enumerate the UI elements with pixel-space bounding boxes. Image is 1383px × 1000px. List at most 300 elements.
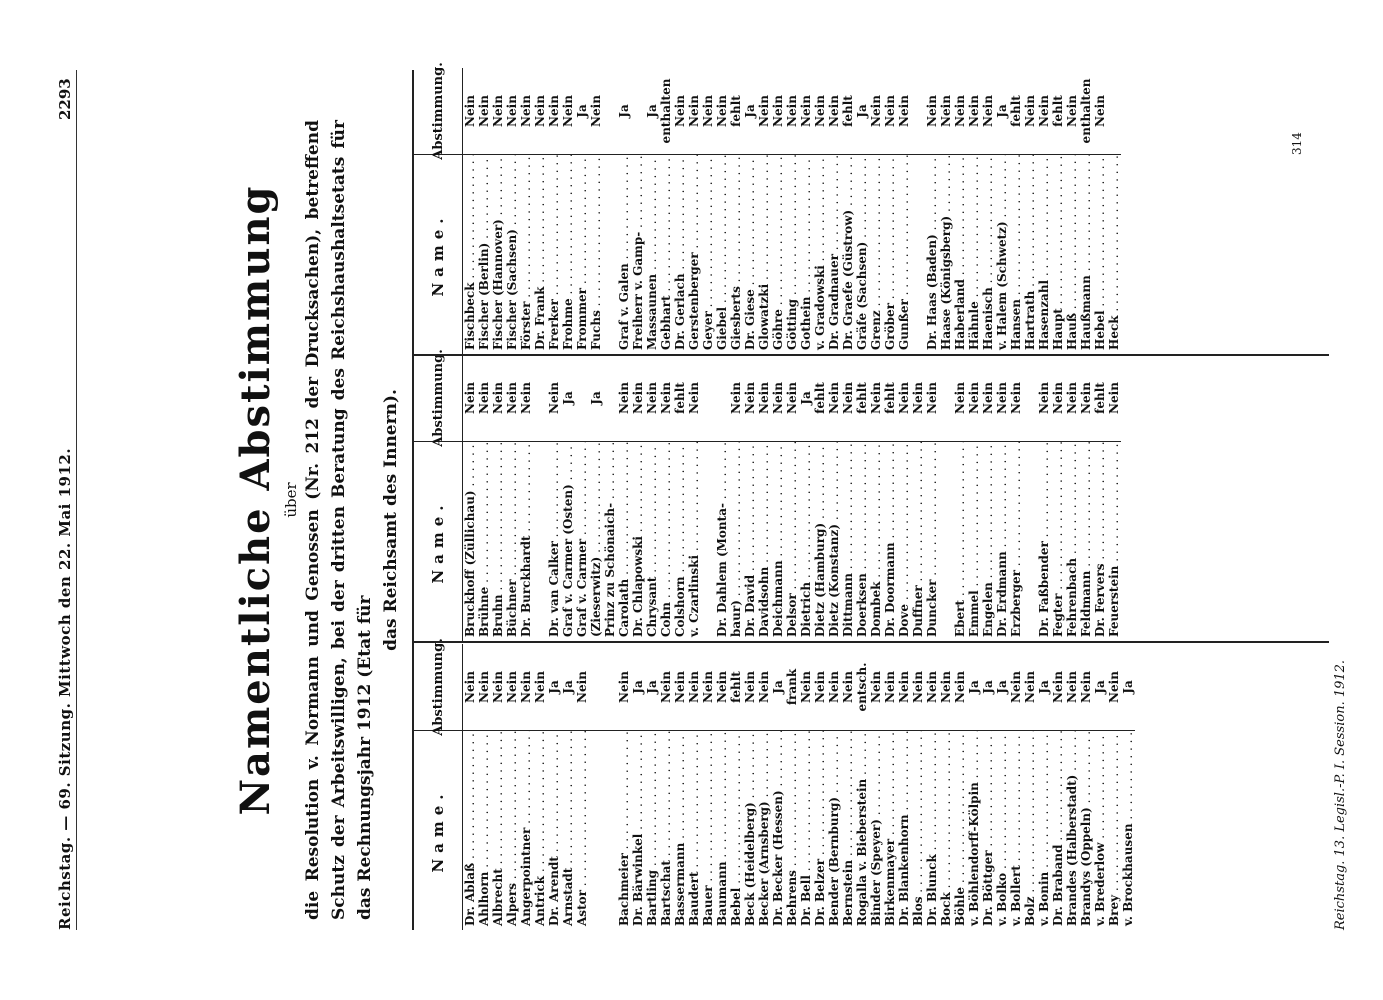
member-name: Hasenzahl . . . (1037, 155, 1051, 354)
column-rows (463, 68, 1121, 354)
table-row (799, 644, 813, 930)
vote-value: Nein (1065, 355, 1079, 442)
vote-value: Nein (925, 644, 939, 731)
vote-value: Nein (771, 355, 785, 442)
vote-value: Nein (771, 68, 785, 155)
vote-value: Ja (981, 644, 995, 731)
table-row (505, 355, 519, 641)
vote-value (939, 355, 953, 442)
vote-value: Nein (757, 355, 771, 442)
member-name: Fischer (Hannover) . . . (491, 155, 505, 354)
member-name: Büchner . . . (505, 442, 519, 641)
table-row (897, 355, 911, 641)
vote-value: Nein (841, 355, 855, 442)
table-row (687, 644, 701, 930)
table-row (925, 644, 939, 930)
name-header: Name. (429, 212, 447, 297)
table-row (673, 355, 687, 641)
document-title: Namentliche Abstimmung (232, 184, 279, 816)
table-row (715, 644, 729, 930)
member-name: Albrecht . . . (491, 731, 505, 930)
vote-value: Nein (463, 68, 477, 155)
member-name: Dr. Haas (Baden) . . . (925, 155, 939, 354)
table-row (729, 355, 743, 641)
member-name: Davidsohn . . . (757, 442, 771, 641)
member-name: Brühne . . . (477, 442, 491, 641)
table-row (1009, 644, 1023, 930)
table-row (561, 68, 575, 354)
member-name: Binder (Speyer) . . . (869, 731, 883, 930)
member-name: v. Bonin . . . (1037, 731, 1051, 930)
table-row (827, 68, 841, 354)
vote-value: Nein (1107, 355, 1121, 442)
vote-value: fehlt (729, 644, 743, 731)
table-row (1037, 355, 1051, 641)
vote-value: Nein (1037, 355, 1051, 442)
table-row (883, 644, 897, 930)
table-row (645, 355, 659, 641)
table-row (1093, 644, 1107, 930)
table-row (855, 355, 869, 641)
running-header: Reichstag. — 69. Sitzung. Mittwoch den 22. Mai 1912. (56, 447, 74, 930)
table-row (813, 644, 827, 930)
member-name (533, 442, 547, 641)
table-row (785, 644, 799, 930)
table-row (561, 355, 575, 641)
vote-value: fehlt (673, 355, 687, 442)
member-name: Bolz . . . (1023, 731, 1037, 930)
vote-value: Ja (617, 68, 631, 155)
vote-value: Ja (589, 355, 603, 442)
vote-value: Ja (547, 644, 561, 731)
member-name: Haupt . . . (1051, 155, 1065, 354)
vote-value: Ja (645, 644, 659, 731)
vote-value: Ja (995, 644, 1009, 731)
table-row (673, 68, 687, 354)
table-row (939, 644, 953, 930)
table-row (897, 68, 911, 354)
table-row (617, 644, 631, 930)
vote-value: Nein (841, 644, 855, 731)
table-row (477, 355, 491, 641)
table-row (463, 644, 477, 930)
vote-value: Ja (645, 68, 659, 155)
vote-value: Nein (1037, 68, 1051, 155)
member-name: Antrick . . . (533, 731, 547, 930)
member-name: Gerstenberger . . . (687, 155, 701, 354)
vote-value: Nein (911, 644, 925, 731)
member-name: Dr. Gradnauer . . . (827, 155, 841, 354)
table-row (603, 68, 617, 354)
table-row (589, 355, 603, 641)
column-rows (463, 644, 1135, 930)
vote-value: Nein (701, 68, 715, 155)
member-name: Fischer (Sachsen) . . . (505, 155, 519, 354)
vote-value: Nein (729, 355, 743, 442)
vote-value: Nein (1065, 644, 1079, 731)
table-row (715, 68, 729, 354)
table-row (995, 355, 1009, 641)
member-name: Haenisch . . . (981, 155, 995, 354)
vote-value: Nein (827, 355, 841, 442)
vote-value: Nein (869, 644, 883, 731)
member-name: Dr. Burckhardt . . . (519, 442, 533, 641)
member-name: Bruhn . . . (491, 442, 505, 641)
member-name: Dietz (Konstanz) . . . (827, 442, 841, 641)
member-name: Heck . . . (1107, 155, 1121, 354)
table-row (1023, 355, 1037, 641)
table-row (519, 355, 533, 641)
member-name: Feldmann . . . (1079, 442, 1093, 641)
vote-table (412, 62, 1329, 930)
vote-value: Ja (967, 644, 981, 731)
vote-value: Nein (883, 644, 897, 731)
member-name: Ebert . . . (953, 442, 967, 641)
vote-value: Nein (519, 644, 533, 731)
vote-value: Nein (897, 644, 911, 731)
table-row (771, 644, 785, 930)
member-name: Frohme . . . (561, 155, 575, 354)
table-row (491, 644, 505, 930)
vote-value: Ja (1093, 644, 1107, 731)
vote-value: fehlt (855, 355, 869, 442)
table-row (869, 68, 883, 354)
table-row (1051, 355, 1065, 641)
vote-value: Nein (911, 355, 925, 442)
member-name: Bruckhoff (Züllichau) . . . (463, 442, 477, 641)
table-row (589, 644, 603, 930)
header-rule (76, 70, 77, 930)
vote-value: Ja (771, 644, 785, 731)
member-name: Brandes (Halberstadt) . . . (1065, 731, 1079, 930)
vote-value: fehlt (813, 355, 827, 442)
member-name: Baumann . . . (715, 731, 729, 930)
vote-value: Nein (617, 644, 631, 731)
vote-value (533, 355, 547, 442)
member-name: v. Czarlinski . . . (687, 442, 701, 641)
member-name: v. Brederlow . . . (1093, 731, 1107, 930)
column-header (414, 638, 463, 930)
member-name: Gebhart . . . (659, 155, 673, 354)
table-row (477, 68, 491, 354)
member-name: Dombek . . . (869, 442, 883, 641)
vote-value: Nein (785, 355, 799, 442)
member-name: Hartrath . . . (1023, 155, 1037, 354)
vote-value: Nein (673, 68, 687, 155)
table-row (491, 355, 505, 641)
member-name: Hähnle . . . (967, 155, 981, 354)
table-row (1009, 68, 1023, 354)
member-name: Graf v. Carmer . . . (575, 442, 589, 641)
table-row (939, 355, 953, 641)
vote-value (589, 644, 603, 731)
vote-value: Nein (659, 355, 673, 442)
vote-value: Nein (799, 68, 813, 155)
vote-value: fehlt (883, 355, 897, 442)
vote-value: Ja (799, 355, 813, 442)
table-row (617, 68, 631, 354)
member-name: Chrysant . . . (645, 442, 659, 641)
table-row (631, 644, 645, 930)
vote-value: Nein (743, 355, 757, 442)
member-name: Gröber . . . (883, 155, 897, 354)
table-row (799, 355, 813, 641)
table-row (911, 68, 925, 354)
member-name: v. Halem (Schwetz) . . . (995, 155, 1009, 354)
intro-last-line: das Reichsamt des Innern). (381, 389, 401, 651)
table-row (883, 355, 897, 641)
member-name: Brandys (Oppeln) . . . (1079, 731, 1093, 930)
member-name: Fegter . . . (1051, 442, 1065, 641)
table-row (1051, 68, 1065, 354)
table-row (1107, 355, 1121, 641)
table-row (1093, 355, 1107, 641)
member-name: Arnstadt . . . (561, 731, 575, 930)
member-name: Astor . . . (575, 731, 589, 930)
vote-value: Ja (561, 644, 575, 731)
table-row (1079, 355, 1093, 641)
vote-value: Ja (995, 68, 1009, 155)
table-row (827, 355, 841, 641)
member-name: Giebel . . . (715, 155, 729, 354)
vote-value: Nein (533, 644, 547, 731)
member-name: Blos . . . (911, 731, 925, 930)
table-row (813, 68, 827, 354)
vote-value (603, 644, 617, 731)
table-row (953, 68, 967, 354)
vote-value: entsch. (855, 644, 869, 731)
table-row (631, 355, 645, 641)
member-name: Dr. Bärwinkel . . . (631, 731, 645, 930)
table-row (939, 68, 953, 354)
vote-value: Nein (477, 644, 491, 731)
table-row (491, 68, 505, 354)
member-name: Graf v. Galen . . . (617, 155, 631, 354)
vote-value: Nein (491, 644, 505, 731)
vote-value: Nein (505, 68, 519, 155)
member-name: Prinz zu Schönaich- . . . (603, 442, 617, 641)
vote-value: Nein (589, 68, 603, 155)
member-name: Glowatzki . . . (757, 155, 771, 354)
table-row (841, 644, 855, 930)
vote-value: Nein (1107, 644, 1121, 731)
vote-value: Nein (505, 644, 519, 731)
member-name: Rogalla v. Bieberstein . . . (855, 731, 869, 930)
member-name: Hauß . . . (1065, 155, 1079, 354)
table-row (659, 355, 673, 641)
vote-value: fehlt (1051, 68, 1065, 155)
member-name (939, 442, 953, 641)
vote-value: Ja (575, 68, 589, 155)
table-row (547, 355, 561, 641)
vote-value: Nein (1079, 644, 1093, 731)
vote-value: Nein (1023, 68, 1037, 155)
table-row (883, 68, 897, 354)
member-name: Dr. Ablaß . . . (463, 731, 477, 930)
member-name: Cohn . . . (659, 442, 673, 641)
table-row (911, 355, 925, 641)
table-row (687, 355, 701, 641)
table-row (855, 68, 869, 354)
vote-value: Nein (491, 355, 505, 442)
vote-value: Nein (939, 644, 953, 731)
table-row (841, 68, 855, 354)
vote-value: Nein (827, 68, 841, 155)
table-row (645, 644, 659, 930)
member-name: Gunßer . . . (897, 155, 911, 354)
table-row (533, 644, 547, 930)
table-row (575, 68, 589, 354)
table-row (617, 355, 631, 641)
member-name: Dr. Graefe (Güstrow) . . . (841, 155, 855, 354)
vote-value: Nein (869, 355, 883, 442)
member-name: Alpers . . . (505, 731, 519, 930)
member-name: Bauer . . . (701, 731, 715, 930)
vote-value: Nein (575, 644, 589, 731)
member-name: Frerker . . . (547, 155, 561, 354)
member-name: Dr. Gerlach . . . (673, 155, 687, 354)
table-row (953, 355, 967, 641)
member-name: Delsor . . . (785, 442, 799, 641)
table-row (771, 68, 785, 354)
member-name: Feuerstein . . . (1107, 442, 1121, 641)
member-name: Haase (Königsberg) . . . (939, 155, 953, 354)
vote-value: Nein (897, 355, 911, 442)
member-name: Dr. Blunck . . . (925, 731, 939, 930)
table-row (701, 68, 715, 354)
table-row (869, 355, 883, 641)
table-row (673, 644, 687, 930)
table-row (603, 355, 617, 641)
member-name: Geyer . . . (701, 155, 715, 354)
member-name: Götting . . . (785, 155, 799, 354)
member-name: Fischer (Berlin) . . . (477, 155, 491, 354)
member-name: Bachmeier . . . (617, 731, 631, 930)
member-name (911, 155, 925, 354)
table-row (519, 644, 533, 930)
vote-value: Nein (687, 68, 701, 155)
table-row (1009, 355, 1023, 641)
member-name: Dr. Faßbender . . . (1037, 442, 1051, 641)
table-row (813, 355, 827, 641)
vote-value (911, 68, 925, 155)
footer-citation: Reichstag. 13. Legisl.-P. I. Session. 1912. (1333, 659, 1348, 930)
member-name: Beck (Heidelberg) . . . (743, 731, 757, 930)
vote-value: Nein (1065, 68, 1079, 155)
vote-value (631, 68, 645, 155)
vote-value (715, 355, 729, 442)
table-row (701, 644, 715, 930)
table-column-1 (414, 638, 1329, 930)
vote-value (1107, 68, 1121, 155)
member-name: Haberland . . . (953, 155, 967, 354)
table-row (967, 355, 981, 641)
table-row (757, 68, 771, 354)
member-name: v. Böhlendorff-Kölpin . . . (967, 731, 981, 930)
column-header (414, 349, 463, 641)
table-row (659, 644, 673, 930)
vote-value: Nein (1023, 644, 1037, 731)
vote-value: Nein (757, 644, 771, 731)
vote-value: Ja (631, 644, 645, 731)
table-row (1107, 644, 1121, 930)
member-name: Dr. Becker (Hessen) . . . (771, 731, 785, 930)
vote-value: Nein (533, 68, 547, 155)
member-name: Emmel . . . (967, 442, 981, 641)
table-row (771, 355, 785, 641)
table-row (841, 355, 855, 641)
table-row (743, 68, 757, 354)
vote-value: Nein (687, 355, 701, 442)
vote-value: Nein (547, 68, 561, 155)
table-row (519, 68, 533, 354)
table-row (1037, 644, 1051, 930)
member-name: Dr. Frank . . . (533, 155, 547, 354)
member-name: Birkenmayer . . . (883, 731, 897, 930)
table-row (995, 68, 1009, 354)
page-note: 314 (1290, 132, 1304, 155)
member-name: Bartling . . . (645, 731, 659, 930)
table-row (701, 355, 715, 641)
vote-value: enthalten (1079, 68, 1093, 155)
member-name: Dittmann . . . (841, 442, 855, 641)
table-row (477, 644, 491, 930)
vote-value: Nein (505, 355, 519, 442)
vote-value: fehlt (1009, 68, 1023, 155)
vote-value: Nein (995, 355, 1009, 442)
vote-value: Ja (1121, 644, 1135, 731)
intro-text: die Resolution v. Normann und Genossen (Nr. 212 der Drucksachen), betreffend Schutz der Arbeitswilligen, bei der dritten Beratung des Reichshaushaltsetats für das Rechnungsjahr 1912 (Etat für (303, 120, 375, 920)
vote-value: Nein (953, 355, 967, 442)
member-name: v. Bollert . . . (1009, 731, 1023, 930)
vote-value: Nein (477, 68, 491, 155)
vote-value (701, 355, 715, 442)
table-row (827, 644, 841, 930)
member-name (589, 731, 603, 930)
table-row (505, 68, 519, 354)
member-name: Dr. Erdmann . . . (995, 442, 1009, 641)
table-row (967, 644, 981, 930)
table-row (981, 68, 995, 354)
member-name (701, 442, 715, 641)
table-row (547, 68, 561, 354)
name-header: Name. (429, 788, 447, 873)
table-row (1079, 644, 1093, 930)
vote-value: Nein (715, 644, 729, 731)
vote-value (1023, 355, 1037, 442)
member-name: Dr. Bell . . . (799, 731, 813, 930)
vote-value: Nein (743, 644, 757, 731)
vote-value (603, 355, 617, 442)
table-row (533, 68, 547, 354)
member-name: v. Gradowski . . . (813, 155, 827, 354)
vote-value: Nein (701, 644, 715, 731)
member-name: Dietz (Hamburg) . . . (813, 442, 827, 641)
member-name: Frommer . . . (575, 155, 589, 354)
member-name: baur) . . . (729, 442, 743, 641)
vote-value: Nein (1051, 355, 1065, 442)
vote-value: Ja (855, 68, 869, 155)
member-name: Gothein . . . (799, 155, 813, 354)
table-row (463, 355, 477, 641)
table-row (631, 68, 645, 354)
member-name: Göhre . . . (771, 155, 785, 354)
name-header: Name. (429, 499, 447, 584)
table-row (953, 644, 967, 930)
vote-value: Nein (967, 355, 981, 442)
table-row (463, 68, 477, 354)
vote-value: Nein (519, 355, 533, 442)
